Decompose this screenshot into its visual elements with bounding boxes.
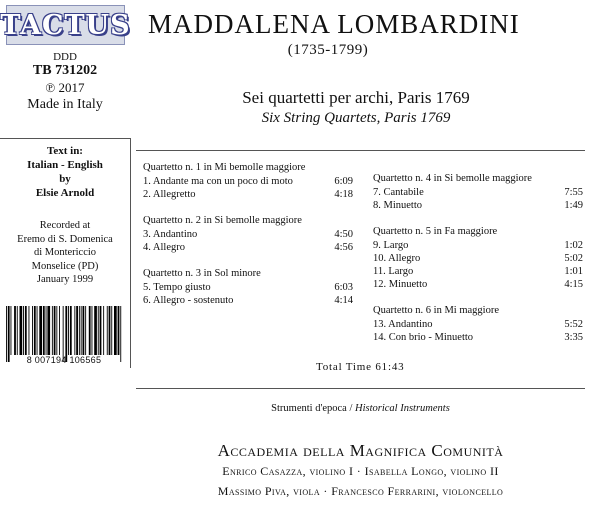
track-name: 8. Minuetto: [373, 200, 422, 211]
barcode-bar: [103, 306, 104, 355]
track-row: [143, 241, 353, 254]
barcode-bar: [98, 306, 99, 355]
total-time: Total Time 61:43: [316, 361, 405, 373]
made-in: Made in Italy: [27, 97, 103, 112]
barcode-bar: [63, 306, 64, 362]
recording-line: Recorded at: [39, 220, 91, 231]
track-row: [143, 175, 353, 188]
track-name: 6. Allegro - sostenuto: [143, 295, 234, 306]
recording-line: January 1999: [36, 274, 94, 285]
players-line-1: [136, 464, 585, 479]
track-time: 1:02: [564, 240, 583, 251]
barcode-bar: [79, 306, 80, 355]
track-name: 7. Cantabile: [373, 187, 424, 198]
track-row: [373, 278, 583, 291]
tactus-logo: [0, 5, 131, 45]
track-time: 6:03: [334, 282, 353, 293]
composer-dates: (1735-1799): [287, 42, 369, 58]
player: Francesco Ferrarini, violoncello: [331, 484, 504, 498]
ensemble-name: Accademia della Magnifica Comunità: [217, 441, 504, 460]
barcode-bar: [43, 306, 45, 355]
phonogram-year: ℗ 2017: [45, 80, 85, 95]
track-time: 3:35: [564, 332, 583, 343]
tracklist-bottom-rule: [136, 388, 585, 389]
vertical-divider: [130, 138, 131, 368]
barcode-bar: [76, 306, 78, 355]
barcode-bar: [37, 306, 38, 355]
quartet-title: Quartetto n. 2 in Si bemolle maggiore: [143, 215, 302, 226]
barcode-bar: [70, 306, 72, 355]
quartet-title: Quartetto n. 1 in Mi bemolle maggiore: [143, 162, 306, 173]
barcode-bar: [109, 306, 111, 355]
track-time: 6:09: [334, 176, 353, 187]
quartet-block: [143, 267, 353, 307]
barcode-bar: [39, 306, 42, 355]
track-time: 4:15: [564, 279, 583, 290]
track-row: [373, 318, 583, 331]
barcode-bar: [46, 306, 47, 355]
quartet-title: Quartetto n. 5 in Fa maggiore: [373, 226, 498, 237]
barcode-bar: [14, 306, 16, 355]
tracklist-left-column: [143, 161, 353, 320]
track-row: [373, 239, 583, 252]
barcode-bar: [23, 306, 24, 355]
barcode-bar: [94, 306, 97, 355]
track-row: [143, 294, 353, 307]
player-separator: ·: [353, 464, 365, 478]
barcode-bar: [83, 306, 85, 355]
barcode-bar: [47, 306, 50, 355]
composer-name: MADDALENA LOMBARDINI: [148, 9, 520, 39]
quartet-title: Quartetto n. 4 in Si bemolle maggiore: [373, 173, 532, 184]
quartet-block: [373, 225, 583, 291]
track-name: 3. Andantino: [143, 229, 198, 240]
track-row: [143, 228, 353, 241]
tracklist-top-rule: [136, 150, 585, 151]
barcode-bar: [17, 306, 18, 355]
track-time: 5:02: [564, 253, 583, 264]
track-row: [143, 188, 353, 201]
barcode-bar: [11, 306, 12, 355]
track-row: [373, 199, 583, 212]
instruments-italian: Strumenti d'epoca: [271, 403, 347, 414]
text-in-line: by: [59, 173, 71, 185]
track-time: 4:18: [334, 189, 353, 200]
barcode-bar: [25, 306, 27, 355]
track-time: 4:14: [334, 295, 353, 306]
barcode-bar: [100, 306, 102, 355]
quartet-title: Quartetto n. 6 in Mi maggiore: [373, 305, 499, 316]
track-name: 9. Largo: [373, 240, 409, 251]
track-name: 12. Minuetto: [373, 279, 428, 290]
barcode-bar: [34, 306, 36, 355]
track-row: [373, 252, 583, 265]
barcode-bar: [81, 306, 82, 355]
quartet-block: [373, 172, 583, 212]
player: Enrico Casazza, violino I: [222, 464, 354, 478]
barcode-bar: [111, 306, 112, 355]
barcode-bar: [32, 306, 33, 355]
work-title-italian: Sei quartetti per archi, Paris 1769: [242, 88, 470, 107]
recording-line: Monselice (PD): [31, 260, 99, 272]
track-row: [143, 281, 353, 294]
format-label: DDD: [53, 51, 77, 63]
player: Massimo Piva, viola: [217, 484, 320, 498]
text-in-line: Text in:: [47, 145, 83, 157]
barcode-bar: [56, 306, 57, 355]
work-title-english: Six String Quartets, Paris 1769: [261, 110, 451, 126]
track-row: [373, 331, 583, 344]
barcode-bar: [52, 306, 53, 355]
text-in-line: Italian - English: [27, 159, 103, 171]
track-name: 4. Allegro: [143, 242, 185, 253]
barcode-bar: [29, 306, 30, 355]
logo-text: TACTUS: [0, 9, 131, 41]
track-time: 4:50: [334, 229, 353, 240]
track-time: 7:55: [564, 187, 583, 198]
instruments-note: [136, 403, 585, 414]
barcode-bar: [74, 306, 75, 355]
recording-line: di Montericcio: [33, 247, 97, 258]
quartet-block: [373, 304, 583, 344]
recording-info: [0, 219, 130, 287]
track-time: 1:49: [564, 200, 583, 211]
left-divider: [0, 138, 130, 139]
track-time: 1:01: [564, 266, 583, 277]
track-name: 10. Allegro: [373, 253, 421, 264]
recording-line: Eremo di S. Domenica: [17, 233, 113, 245]
barcode-bar: [6, 306, 7, 362]
quartet-block: [143, 214, 353, 254]
track-name: 13. Andantino: [373, 319, 433, 330]
track-name: 1. Andante ma con un poco di moto: [143, 176, 293, 187]
track-row: [373, 265, 583, 278]
barcode-bar: [89, 306, 91, 355]
barcode-bar: [59, 306, 60, 355]
barcode-bar: [114, 306, 117, 355]
track-name: 14. Con brio - Minuetto: [373, 332, 474, 343]
tracklist-right-column: [373, 172, 583, 357]
track-name: 5. Tempo giusto: [143, 282, 211, 293]
barcode-bar: [8, 306, 10, 362]
player: Isabella Longo, violino II: [364, 464, 499, 478]
text-credits: [0, 144, 130, 200]
player-separator: ·: [320, 484, 332, 498]
players-line-2: [136, 484, 585, 499]
barcode-digits: 8 007194 106565: [26, 355, 102, 365]
barcode-bar: [120, 306, 121, 362]
barcode-bar: [107, 306, 108, 355]
instruments-separator: /: [346, 403, 356, 414]
barcode-bar: [68, 306, 69, 355]
barcode-bar: [54, 306, 56, 355]
catalog-number: TB 731202: [32, 63, 98, 78]
quartet-title: Quartetto n. 3 in Sol minore: [143, 268, 261, 279]
track-time: 4:56: [334, 242, 353, 253]
barcode-bar: [65, 306, 67, 362]
quartet-block: [143, 161, 353, 201]
instruments-english: Historical Instruments: [355, 403, 450, 414]
track-row: [373, 186, 583, 199]
track-name: 2. Allegretto: [143, 189, 196, 200]
track-name: 11. Largo: [373, 266, 414, 277]
barcode-bar: [85, 306, 86, 355]
barcode-bar: [118, 306, 120, 355]
barcode-bar: [92, 306, 93, 355]
track-time: 5:52: [564, 319, 583, 330]
text-in-line: Elsie Arnold: [35, 187, 95, 199]
barcode-bar: [20, 306, 23, 355]
